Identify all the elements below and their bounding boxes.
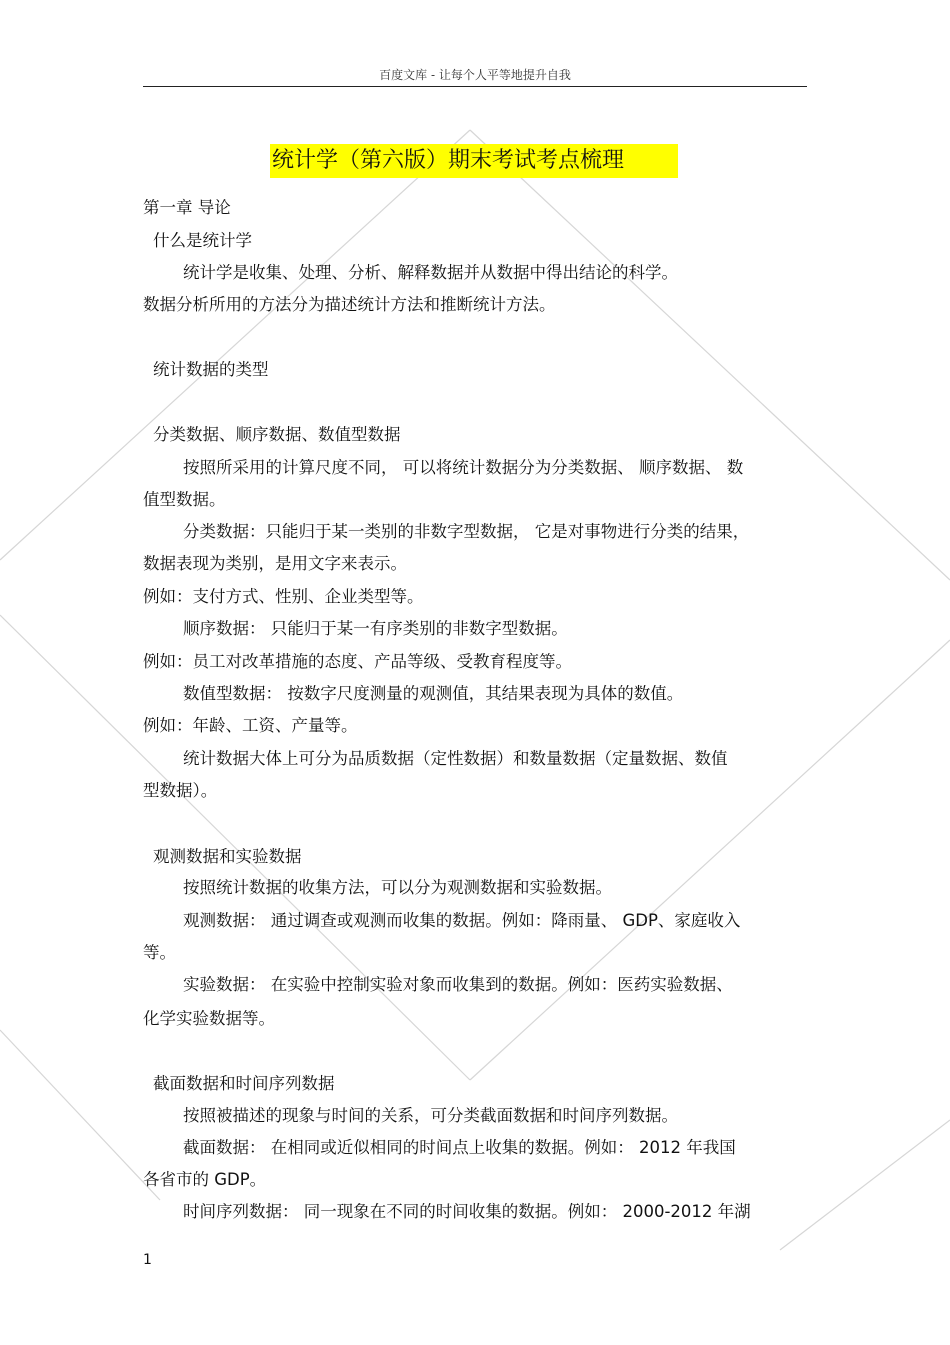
paragraph-line: 值型数据。 — [143, 490, 226, 509]
paragraph-line: 顺序数据： 只能归于某一有序类别的非数字型数据。 — [183, 619, 568, 638]
section-heading: 什么是统计学 — [153, 231, 252, 250]
paragraph-line: 按照被描述的现象与时间的关系，可分类截面数据和时间序列数据。 — [183, 1106, 678, 1125]
paragraph-line: 化学实验数据等。 — [143, 1009, 275, 1028]
paragraph-line: 按照统计数据的收集方法，可以分为观测数据和实验数据。 — [183, 878, 612, 897]
subsection-heading: 截面数据和时间序列数据 — [153, 1074, 335, 1093]
paragraph-line: 截面数据： 在相同或近似相同的时间点上收集的数据。例如： 2012 年我国 — [183, 1138, 736, 1157]
paragraph-line: 统计学是收集、处理、分析、解释数据并从数据中得出结论的科学。 — [183, 263, 678, 282]
paragraph-line: 数值型数据： 按数字尺度测量的观测值，其结果表现为具体的数值。 — [183, 684, 684, 703]
paragraph-line: 时间序列数据： 同一现象在不同的时间收集的数据。例如： 2000-2012 年湖 — [183, 1202, 751, 1221]
paragraph-line: 观测数据： 通过调查或观测而收集的数据。例如：降雨量、 GDP、家庭收入 — [183, 911, 741, 930]
chapter-heading: 第一章 导论 — [143, 198, 231, 217]
paragraph-line: 实验数据： 在实验中控制实验对象而收集到的数据。例如：医药实验数据、 — [183, 975, 733, 994]
page-header: 百度文库 - 让每个人平等地提升自我 — [379, 68, 571, 82]
paragraph-line: 例如：年龄、工资、产量等。 — [143, 716, 358, 735]
paragraph-line: 按照所采用的计算尺度不同， 可以将统计数据分为分类数据、 顺序数据、 数 — [183, 458, 744, 477]
page-number: 1 — [143, 1252, 152, 1268]
paragraph-line: 数据分析所用的方法分为描述统计方法和推断统计方法。 — [143, 295, 556, 314]
header-divider — [143, 86, 807, 87]
paragraph-line: 分类数据：只能归于某一类别的非数字型数据， 它是对事物进行分类的结果， — [183, 522, 750, 541]
paragraph-line: 等。 — [143, 943, 176, 962]
paragraph-line: 例如：员工对改革措施的态度、产品等级、受教育程度等。 — [143, 652, 572, 671]
paragraph-line: 各省市的 GDP。 — [143, 1170, 267, 1189]
paragraph-line: 型数据）。 — [143, 781, 218, 800]
paragraph-line: 例如：支付方式、性别、企业类型等。 — [143, 587, 424, 606]
subsection-heading: 观测数据和实验数据 — [153, 847, 302, 866]
paragraph-line: 统计数据大体上可分为品质数据（定性数据）和数量数据（定量数据、数值 — [183, 749, 728, 768]
section-heading: 统计数据的类型 — [153, 360, 269, 379]
document-title: 统计学（第六版）期末考试考点梳理 — [270, 144, 678, 178]
paragraph-line: 数据表现为类别，是用文字来表示。 — [143, 554, 407, 573]
subsection-heading: 分类数据、顺序数据、数值型数据 — [153, 425, 401, 444]
